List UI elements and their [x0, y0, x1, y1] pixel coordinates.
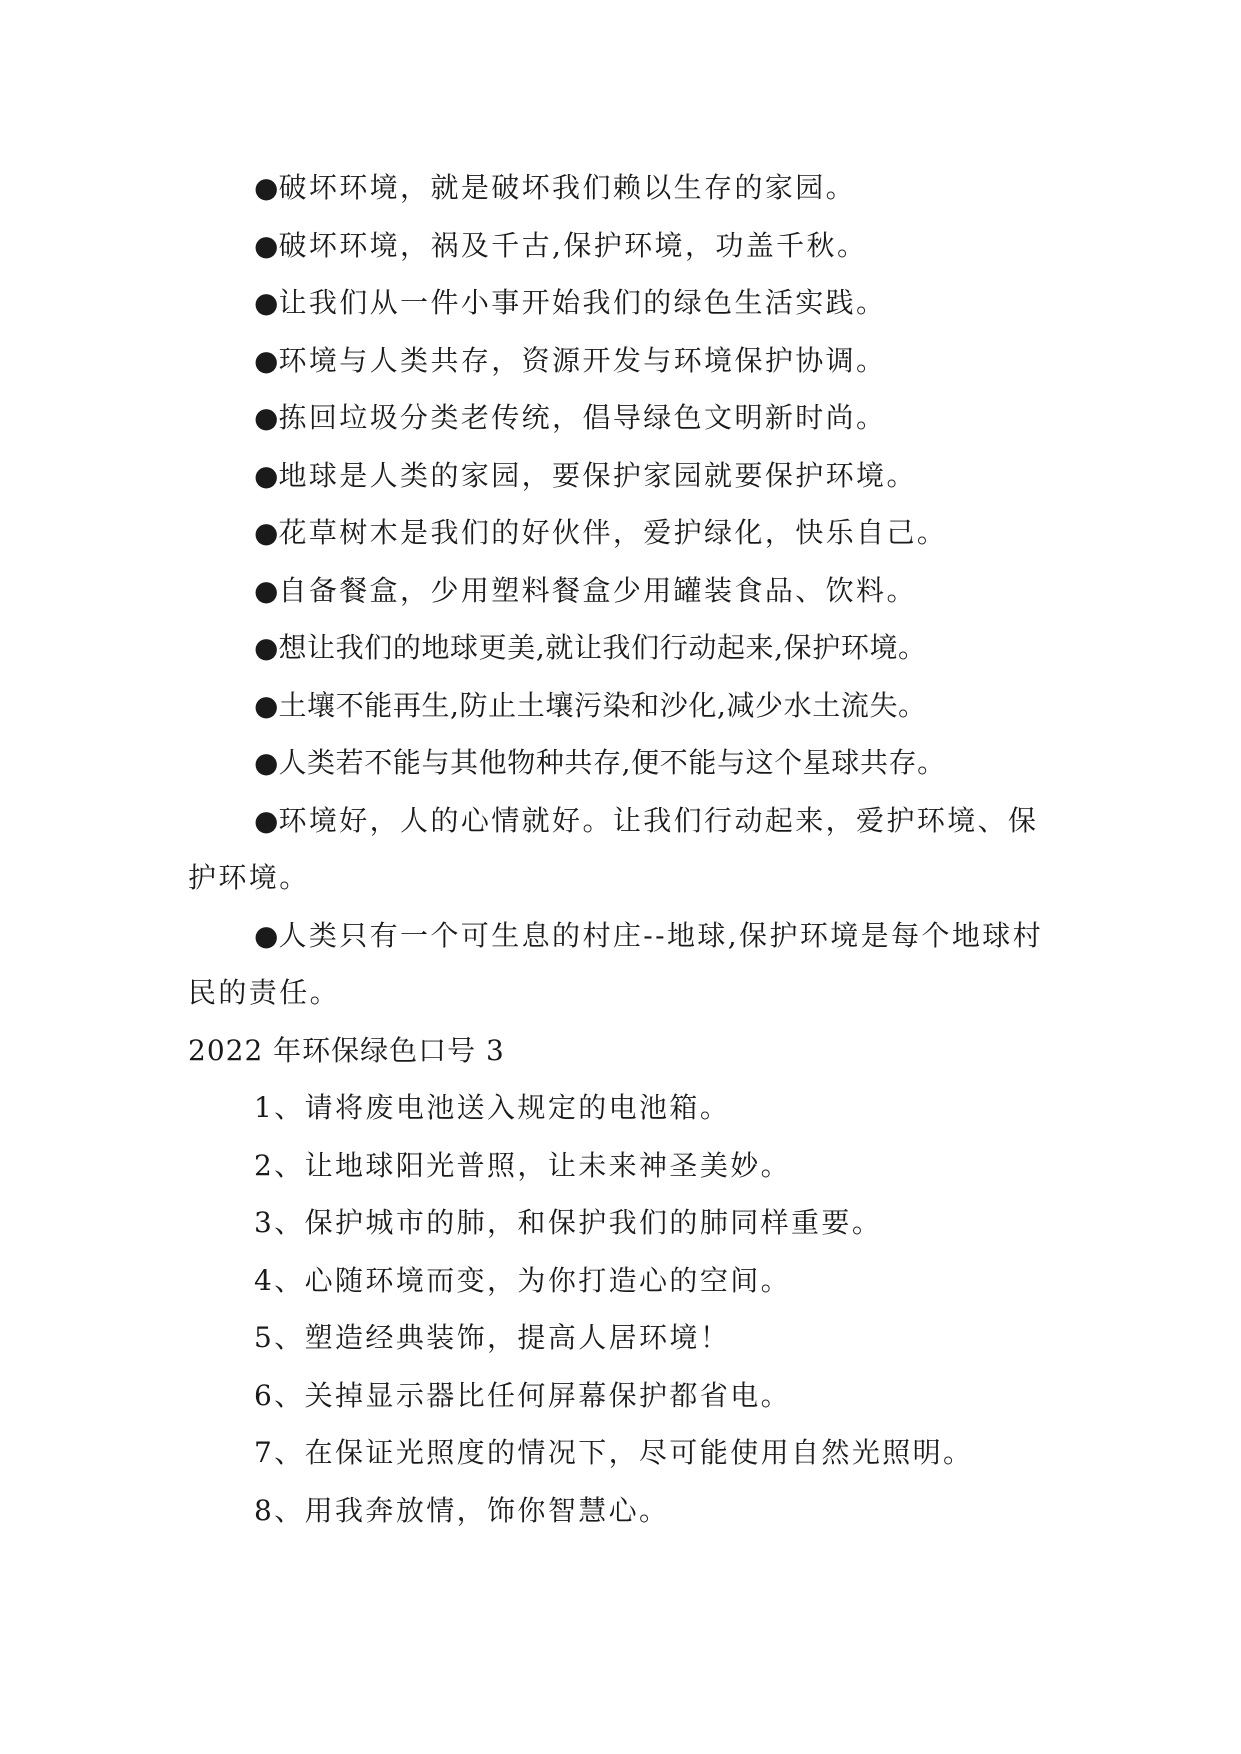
slogan-list-section-3	[188, 1079, 1053, 1539]
slogan-item: ●环境好，人的心情就好。让我们行动起来，爱护环境、保护环境。	[188, 803, 1039, 894]
numbered-slogan-item: 8、用我奔放情，饰你智慧心。	[254, 1493, 670, 1527]
numbered-slogan-item: 5、塑造经典装饰，提高人居环境！	[254, 1321, 731, 1354]
slogan-item: ●地球是人类的家园，要保护家园就要保护环境。	[254, 458, 917, 492]
bullet-icon: ●	[254, 688, 279, 722]
section-heading: 2022 年环保绿色口号 3	[188, 1033, 505, 1067]
slogan-item: ●想让我们的地球更美,就让我们行动起来,保护环境。	[254, 631, 927, 664]
bullet-icon: ●	[254, 228, 279, 262]
slogan-list-section-2	[188, 159, 1053, 1022]
bullet-icon: ●	[254, 631, 279, 664]
slogan-item: ●破坏环境，就是破坏我们赖以生存的家园。	[254, 171, 857, 204]
bullet-icon: ●	[254, 516, 279, 549]
slogan-item: ●人类若不能与其他物种共存,便不能与这个星球共存。	[254, 746, 946, 779]
numbered-slogan-item: 6、关掉显示器比任何屏幕保护都省电。	[254, 1378, 792, 1412]
slogan-item: ●土壤不能再生,防止土壤污染和沙化,减少水土流失。	[254, 688, 927, 722]
bullet-icon: ●	[254, 401, 279, 434]
numbered-slogan-item: 2、让地球阳光普照，让未来神圣美妙。	[254, 1148, 792, 1182]
numbered-slogan-item: 1、请将废电池送入规定的电池箱。	[254, 1091, 731, 1124]
numbered-slogan-item: 7、在保证光照度的情况下，尽可能使用自然光照明。	[254, 1436, 974, 1469]
bullet-icon: ●	[254, 458, 279, 492]
slogan-item: ●自备餐盒，少用塑料餐盒少用罐装食品、饮料。	[254, 573, 917, 607]
bullet-icon: ●	[254, 918, 279, 952]
slogan-item: ●让我们从一件小事开始我们的绿色生活实践。	[254, 286, 887, 319]
bullet-icon: ●	[254, 343, 279, 377]
slogan-item: ●破坏环境，祸及千古,保护环境，功盖千秋。	[254, 228, 868, 262]
numbered-slogan-item: 3、保护城市的肺，和保护我们的肺同样重要。	[254, 1206, 883, 1239]
slogan-item: ●人类只有一个可生息的村庄--地球,保护环境是每个地球村民的责任。	[188, 918, 1044, 1009]
slogan-item: ●拣回垃圾分类老传统，倡导绿色文明新时尚。	[254, 401, 887, 434]
slogan-item: ●环境与人类共存，资源开发与环境保护协调。	[254, 343, 887, 377]
bullet-icon: ●	[254, 171, 279, 204]
numbered-slogan-item: 4、心随环境而变，为你打造心的空间。	[254, 1263, 792, 1297]
bullet-icon: ●	[254, 746, 279, 779]
document-body	[188, 159, 1053, 1539]
slogan-item: ●花草树木是我们的好伙伴，爱护绿化，快乐自己。	[254, 516, 948, 549]
bullet-icon: ●	[254, 573, 279, 607]
bullet-icon: ●	[254, 286, 279, 319]
bullet-icon: ●	[254, 803, 279, 837]
